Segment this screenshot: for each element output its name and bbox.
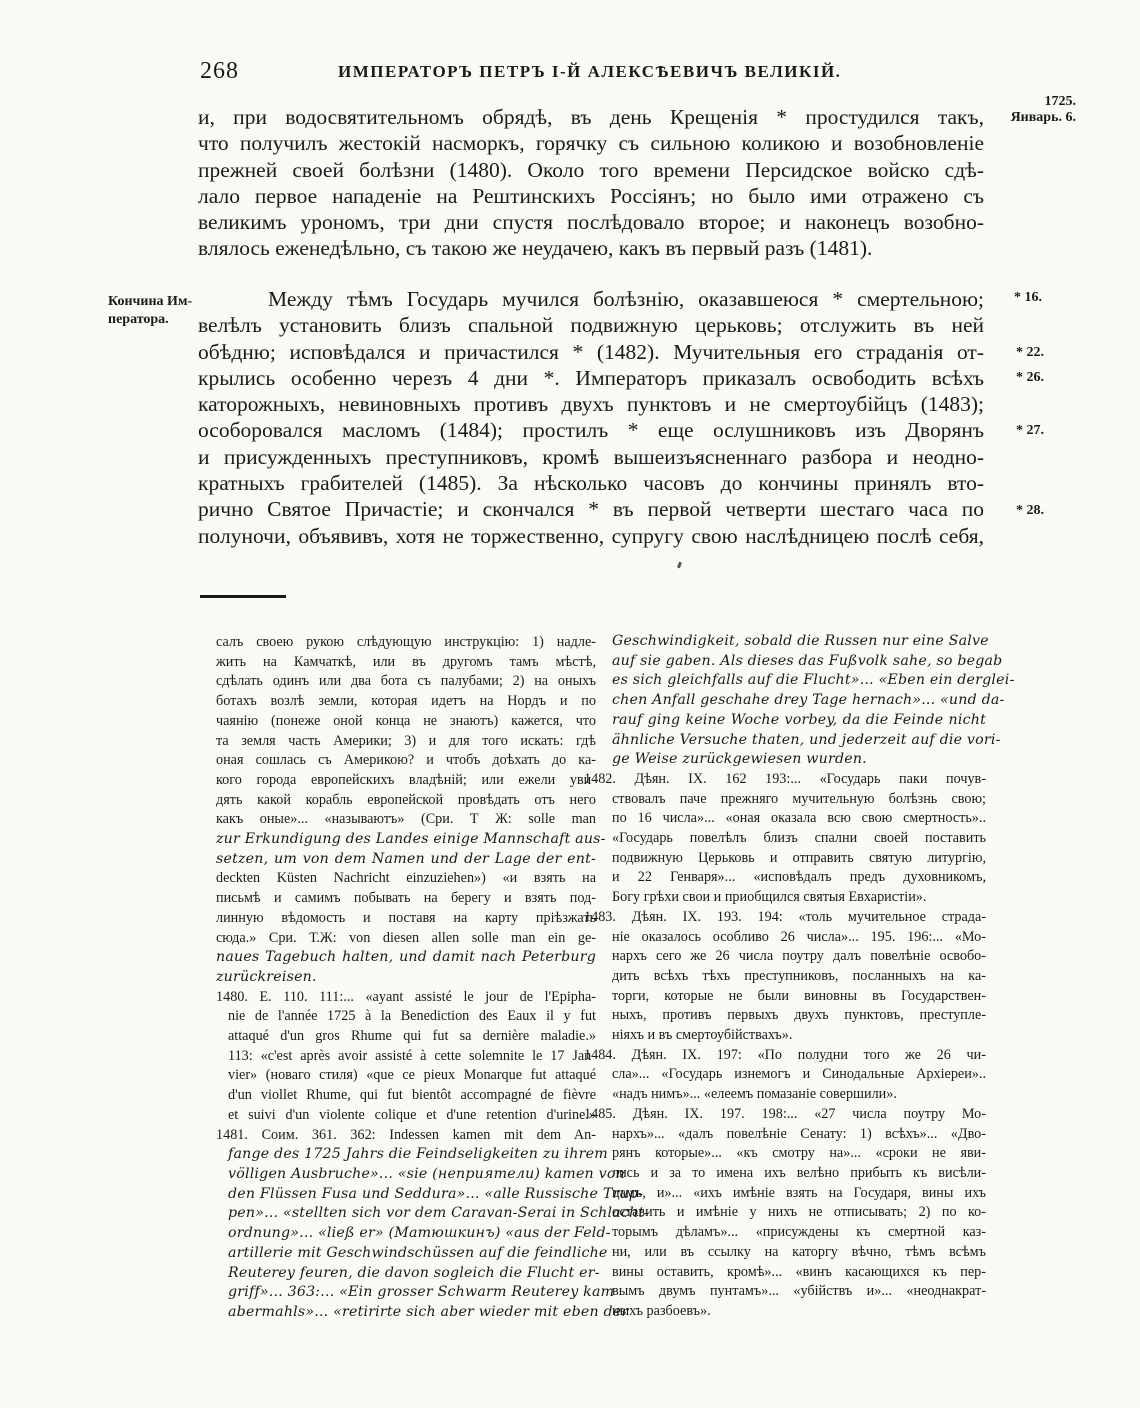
footnote-1481: 1481. Соим. 361. 362: Indessen kamen mit dem An-	[216, 1126, 596, 1143]
footnote-line: abermahls»... «retirirte sich aber wieder mit eben der	[228, 1303, 629, 1320]
footnote-line: ствовалъ паче прежняго мучительную болѣзнь свою;	[612, 790, 986, 807]
text-line: Между тѣмъ Государь мучился болѣзнію, оказавшеюся * смертельною;	[268, 287, 984, 311]
main-paragraph-1	[198, 104, 984, 262]
main-paragraph-2	[198, 286, 984, 549]
footnote-line: «Государь повелѣлъ близъ спални своей поставить	[612, 830, 986, 847]
footnote-line: «надъ нимъ»... «елеемъ помазаніе совершили».	[612, 1086, 897, 1103]
footnote-line: торымъ дѣламъ»... «присуждены къ смертной каз-	[612, 1224, 986, 1241]
footnote-line: жить на Камчаткѣ, или въ другомъ тамъ мѣстѣ,	[216, 653, 596, 670]
footnote-line: deckten Küsten Nachricht einzuziehen») «и взять на	[216, 870, 596, 887]
side-date-22: * 22.	[1016, 345, 1044, 360]
footnote-line: линную вѣдомость и поставя на карту пріѣзжать	[216, 909, 596, 926]
footnote-line: ніяхъ и въ смертоубійствахъ».	[612, 1027, 793, 1044]
side-year: 1725.	[1044, 94, 1076, 109]
footnote-line: ordnung»... «ließ er» (Матюшкинъ) «aus der Feld-	[228, 1225, 611, 1242]
footnote-line: chen Anfall geschahe drey Tage hernach»... «und da-	[612, 692, 1005, 709]
footnote-line: торги, которые не были виновны въ Государствен-	[612, 987, 986, 1004]
footnote-1484: 1484. Дѣян. IX. 197: «По полудни того же 26 чи-	[584, 1046, 986, 1063]
footnote-line: лись и за то имена ихъ велѣно прибыть къ висѣли-	[612, 1164, 986, 1181]
footnote-line: vier» (новаго стиля) «que ce pieux Monarque fut attaqué	[228, 1067, 596, 1084]
text-line: прежней своей болѣзни (1480). Около того времени Персидское войско сдѣ-	[198, 157, 984, 182]
side-date-27: * 27.	[1016, 423, 1044, 438]
text-line: и, при водосвятительномъ обрядѣ, въ день Крещенія * простудился такъ,	[198, 105, 984, 129]
footnote-line: völligen Ausbruche»... «sie (неприятели) kamen von	[228, 1165, 625, 1182]
footnote-line: ніе оказалось особливо 26 числа»... 195. 196:... «Мо-	[612, 928, 986, 945]
footnote-line: ботахъ возлѣ земли, которая идетъ на Нордъ и по	[216, 693, 596, 710]
footnote-line: et suivi d'un violente colique et d'une retention d'urine.»	[228, 1106, 596, 1123]
text-line: полуночи, объявивъ, хотя не торжественно, супругу свою наслѣдницею послѣ себя,	[198, 523, 984, 548]
text-line: что получилъ жестокій насморкъ, горячку съ сильною коликою и возобновленіе	[198, 131, 984, 156]
page-header	[200, 58, 980, 88]
footnote-line: сдѣлать одинъ или два бота съ палубами; 2) на оныхъ	[216, 673, 596, 690]
footnote-line: оная сошлась съ Америкою? и чтобъ доѣхать до ка-	[216, 752, 596, 769]
footnote-1482: 1482. Дѣян. IX. 162 193:... «Государь паки почув-	[584, 770, 986, 787]
footnote-line: дить всѣхъ тѣхъ преступниковъ, посланныхъ на ка-	[612, 967, 986, 984]
footnote-line: кого города европейскихъ владѣній; или ежели уви-	[216, 771, 596, 788]
footnote-1480: 1480. Е. 110. 111:... «ayant assisté le jour de l'Epipha-	[216, 988, 596, 1005]
footnote-line: вины оставить, кромѣ»... «винъ касающихся къ пер-	[612, 1263, 986, 1280]
text-line: крылись особенно черезъ 4 дни *. Императоръ приказалъ освободить всѣхъ	[198, 365, 984, 390]
footnote-line: griff»... 363:... «Ein grosser Schwarm Reuterey kam	[228, 1284, 615, 1301]
footnote-line: Geschwindigkeit, sobald die Russen nur eine Salve	[612, 633, 989, 649]
footnote-line: та земля часть Америки; 3) и для того искать: гдѣ	[216, 732, 596, 749]
footnote-line: нархъ сего же 26 числа поутру далъ повелѣніе освобо-	[612, 948, 986, 965]
footnote-line: zur Erkundigung des Landes einige Mannschaft aus-	[216, 831, 606, 848]
footnote-line: Богу грѣхи свои и приобщился святыя Евхаристіи».	[612, 889, 927, 906]
text-line: рично Святое Причастіе; и скончался * въ первой четверти шестаго часа по	[198, 497, 984, 522]
footnote-line: pen»... «stellten sich vor dem Caravan-Serai in Schlacht-	[228, 1205, 650, 1222]
footnote-1485: 1485. Дѣян. IX. 197. 198:... «27 числа поутру Мо-	[584, 1105, 986, 1122]
footnote-line: салъ своею рукою слѣдующую инструкцію: 1) надле-	[216, 634, 596, 650]
running-title: ИМПЕРАТОРЪ ПЕТРЪ I-Й АЛЕКСѢЕВИЧЪ ВЕЛИКІЙ.	[338, 62, 842, 81]
footnote-line: ныхъ, противъ первыхъ двухъ пунктовъ, преступле-	[612, 1007, 986, 1024]
print-speck	[677, 562, 682, 569]
text-line: кратныхъ грабителей (1485). За нѣсколько часовъ до кончины принялъ вто-	[198, 471, 984, 496]
footnote-line: naues Tagebuch halten, und damit nach Peterburg	[216, 949, 596, 966]
text-line: лало первое нападеніе на Рештинскихъ Россіянъ; но было ими отражено съ	[198, 183, 984, 208]
footnote-line: ни, или въ ссылку на каторгу вѣчно, тѣмъ всѣмъ	[612, 1243, 986, 1260]
footnote-line: рянъ которые»... «къ смотру на»... «сроки не яви-	[612, 1145, 986, 1162]
page-number: 268	[200, 58, 239, 84]
footnote-line: ныхъ разбоевъ».	[612, 1302, 711, 1319]
footnotes-left-column	[216, 633, 650, 1323]
margin-heading	[108, 293, 198, 329]
footnote-line: auf sie gaben. Als dieses das Fußvolk sahe, so begab	[612, 652, 1003, 669]
footnote-line: сла»... «Государь изнемогъ и Синодальные Архіереи»..	[612, 1066, 986, 1083]
side-date-note	[1000, 94, 1076, 126]
side-date-16: * 16.	[1014, 290, 1042, 305]
footnote-line: artillerie mit Geschwindschüssen auf die feindliche	[228, 1244, 608, 1261]
footnote-line: сюда.» Сри. Т.Ж: von diesen allen solle man ein ge-	[216, 929, 596, 946]
footnote-line: нархъ»... «далъ повелѣніе Сенату: 1) всѣхъ»... «Дво-	[612, 1125, 986, 1142]
footnote-line: чаянію (понеже оной конца не знаютъ) кажется, что	[216, 712, 596, 729]
footnote-line: fange des 1725 Jahrs die Feindseligkeiten zu ihrem	[228, 1146, 608, 1163]
footnote-line: d'un viollet Rhume, qui fut bientôt accompagné de fièvre	[228, 1087, 596, 1104]
footnote-rule	[200, 595, 286, 598]
text-line: велѣлъ установить близъ спальной подвижную церьковь; отслужить въ ней	[198, 313, 984, 338]
footnote-line: Reuterey feuren, die davon sogleich die Flucht er-	[228, 1264, 600, 1281]
side-date-26: * 26.	[1016, 370, 1044, 385]
side-date-28: * 28.	[1016, 503, 1044, 518]
margin-heading-line: Кончина Им-	[108, 294, 193, 309]
footnote-line: rauf ging keine Woche vorbey, da die Feinde nicht	[612, 711, 986, 728]
text-line: обѣдню; исповѣдался и причастился * (1482). Мучительныя его страданія от-	[198, 339, 984, 364]
footnote-1483: 1483. Дѣян. IX. 193. 194: «толь мучительное страда-	[584, 908, 986, 925]
footnote-line: ge Weise zurückgewiesen wurden.	[612, 751, 867, 768]
footnote-line: по 16 числа»... «оная оказала всю свою смертность»..	[612, 810, 986, 827]
footnote-line: и 22 Генваря»... «исповѣдалъ предъ духовникомъ,	[612, 869, 986, 886]
footnote-line: письмѣ и самимъ побывать на берегу и взять под-	[216, 890, 596, 907]
footnote-line: attaqué d'un gros Rhume qui fut sa dernière maladie.»	[228, 1028, 596, 1045]
footnote-line: es sich gleichfalls auf die Flucht»... «Eben ein derglei-	[612, 672, 1015, 689]
footnote-line: setzen, um von dem Namen und der Lage der ent-	[216, 850, 596, 867]
text-line: каторожныхъ, невиновныхъ противъ двухъ пунктовъ и не смертоубійцъ (1483);	[198, 392, 984, 417]
side-month: Январь. 6.	[1010, 110, 1076, 125]
footnote-line: nie de l'année 1725 à la Benediction des Eaux il y fut	[228, 1008, 596, 1025]
footnote-line: подвижную Церьковь и отправить святую литургію,	[612, 849, 986, 866]
footnote-line: оставить и имѣніе у нихъ не отписывать; 2) по ко-	[612, 1204, 986, 1221]
margin-heading-line: ператора.	[108, 312, 169, 327]
footnote-line: den Flüssen Fusa und Seddura»... «alle Russische Trup-	[228, 1185, 644, 1202]
footnotes-right-column	[584, 632, 1015, 1322]
footnote-line: zurückreisen.	[216, 968, 317, 985]
footnote-line: дять какой корабль европейской провѣдать отъ него	[216, 791, 596, 808]
text-line: особоровался масломъ (1484); простилъ * еще ослушниковъ изъ Дворянъ	[198, 418, 984, 443]
footnote-line: 113: «c'est après avoir assisté à cette solemnite le 17 Jan-	[228, 1047, 596, 1064]
text-line: влялось еженедѣльно, съ такою же неудачею, какъ въ первый разъ (1481).	[198, 236, 873, 261]
text-line: и присужденныхъ преступниковъ, кромѣ вышеизъясненнаго разбора и неодно-	[198, 444, 984, 469]
footnote-line: какъ оные»... «называютъ» (Сри. Т Ж: solle man	[216, 811, 596, 828]
footnote-line: цамъ, и»... «ихъ имѣніе взять на Государя, вины ихъ	[612, 1184, 986, 1201]
footnote-line: ähnliche Versuche thaten, und jederzeit auf die vori-	[612, 731, 1001, 748]
footnote-line: вымъ двумъ пунтамъ»... «убійствъ и»... «неоднакрат-	[612, 1283, 986, 1300]
text-line: великимъ урономъ, три дни спустя послѣдовало второе; и наконецъ возобно-	[198, 210, 984, 235]
